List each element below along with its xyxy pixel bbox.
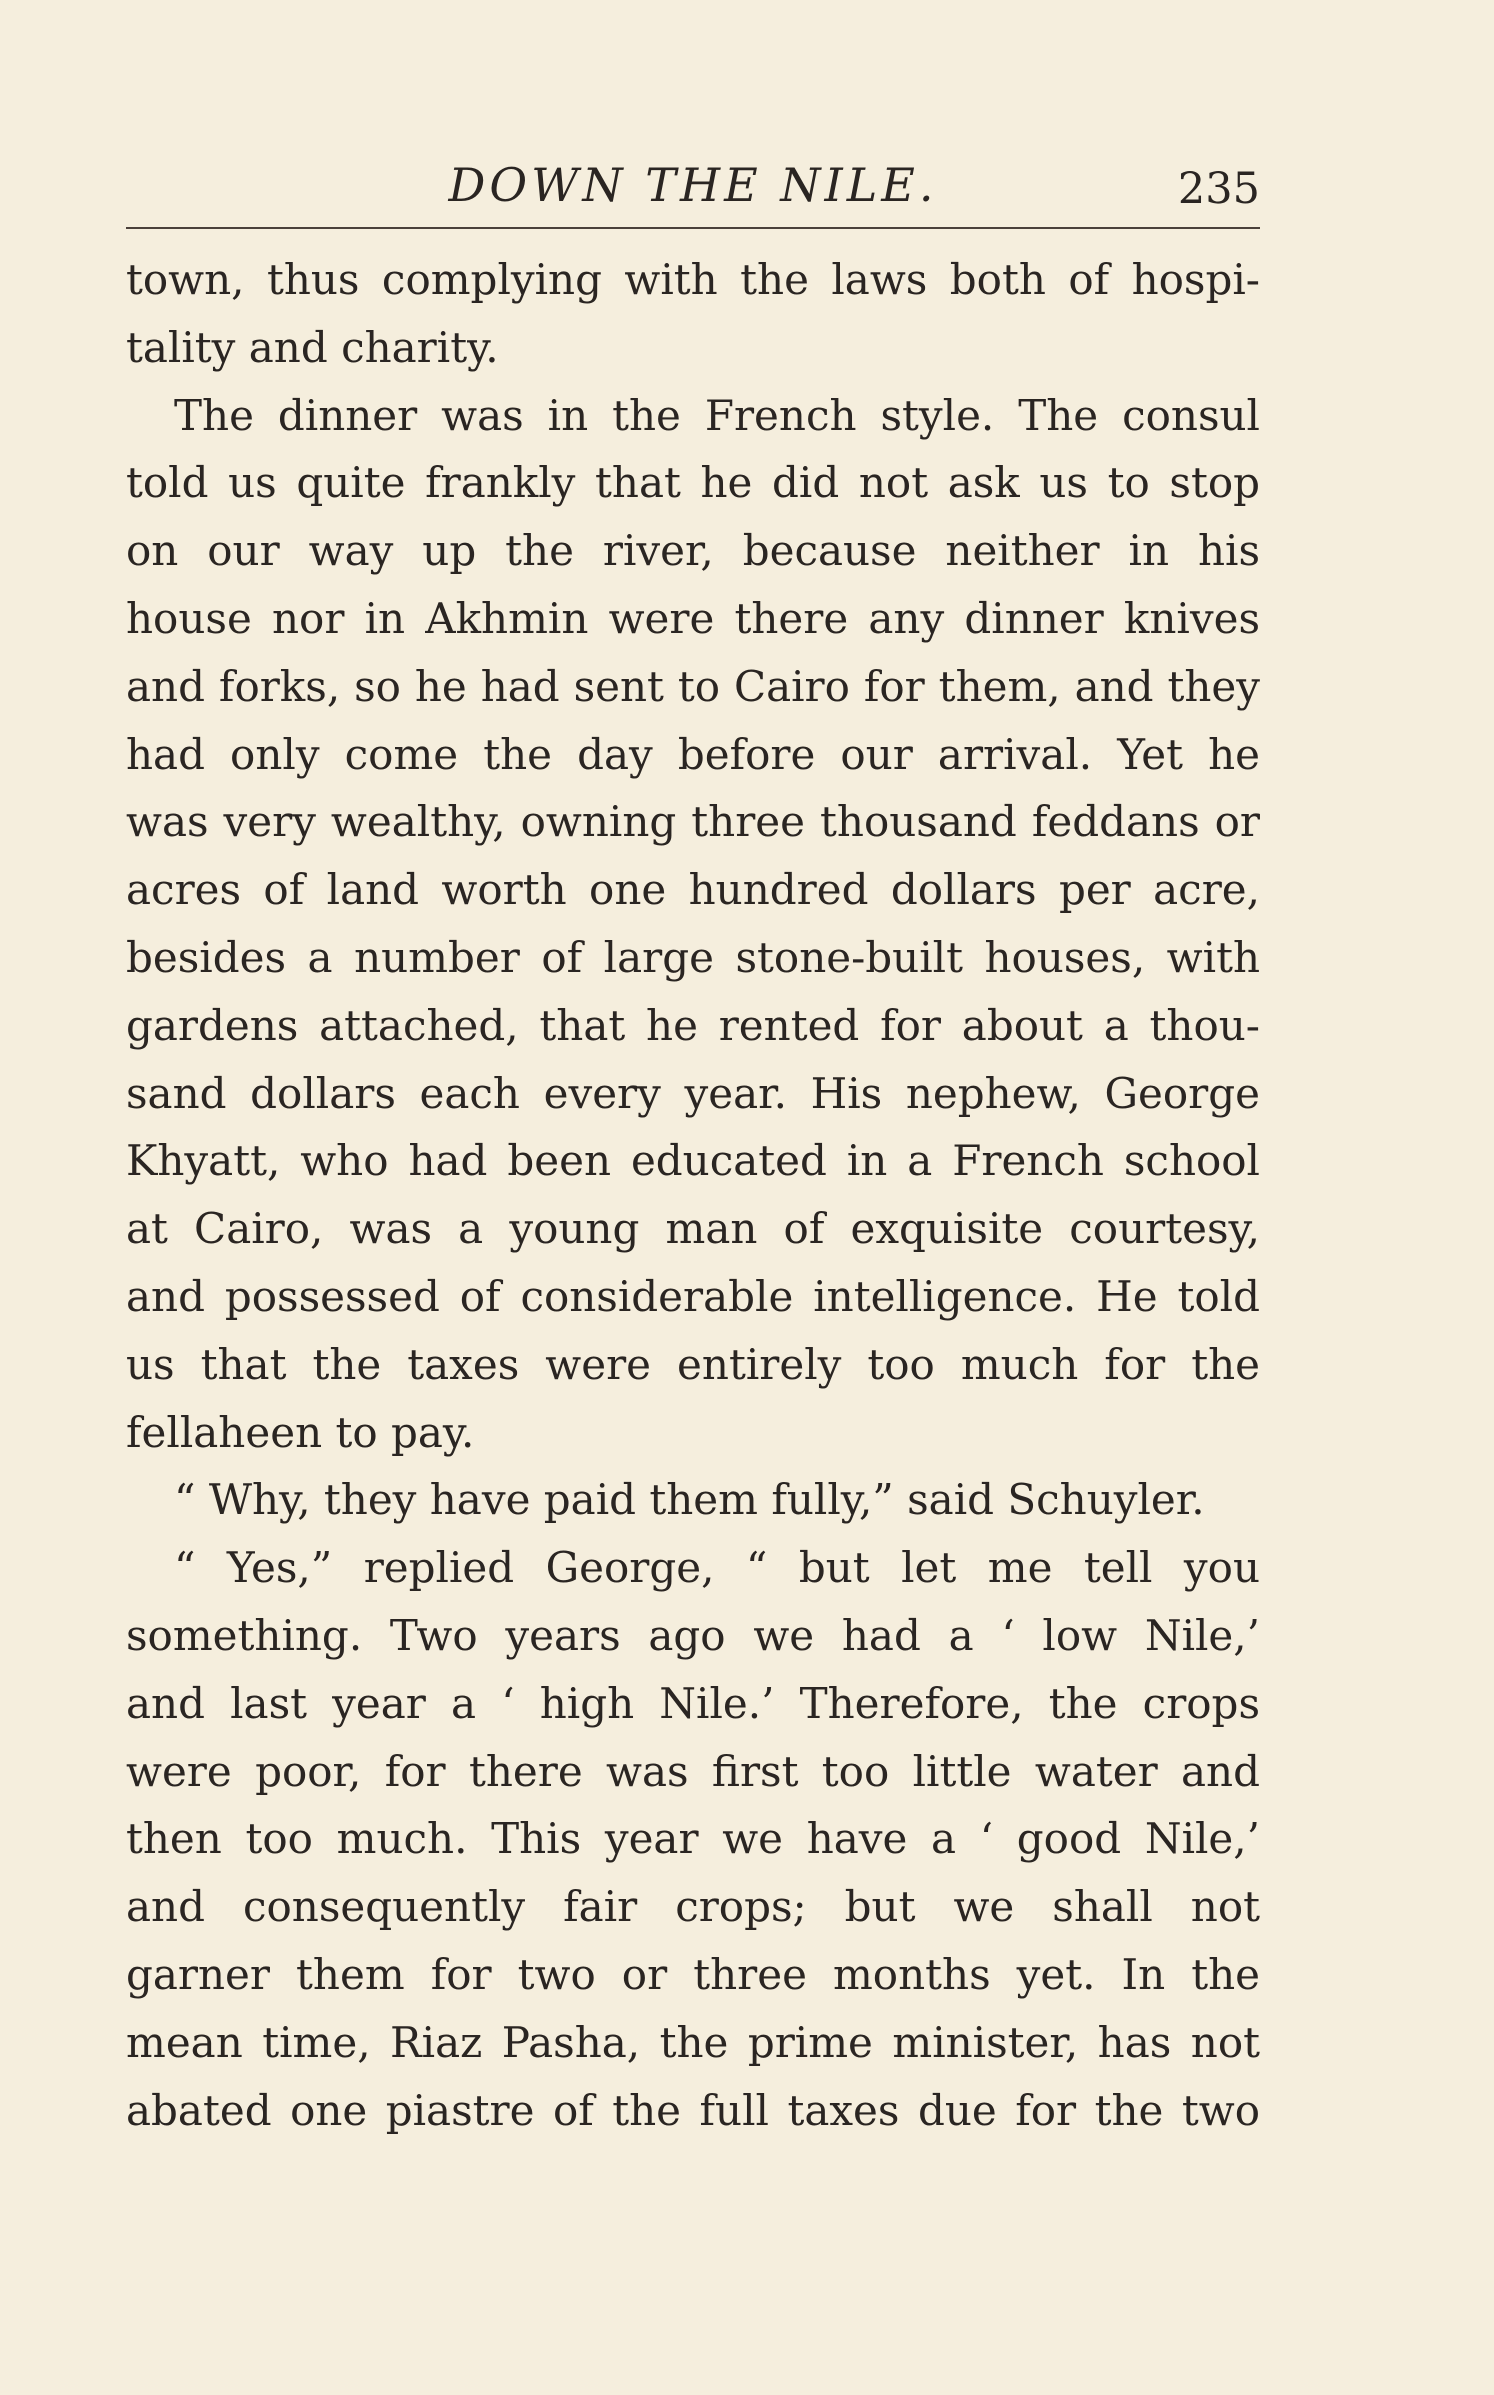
text-line: gardens attached, that he rented for about a thou- <box>126 1000 1260 1050</box>
text-line: on our way up the river, because neither in his <box>126 526 1260 576</box>
header-rule <box>126 227 1260 229</box>
text-line: town, thus complying with the laws both of hospi- <box>126 255 1260 304</box>
text-line: fellaheen to pay. <box>126 1407 475 1457</box>
text-line: and possessed of considerable intelligence. He told <box>126 1271 1260 1321</box>
text-line: and last year a ‘ high Nile.’ Therefore, the crops <box>126 1678 1260 1728</box>
text-line: at Cairo, was a young man of exquisite courtesy, <box>126 1204 1260 1254</box>
text-line: mean time, Riaz Pasha, the prime minister, has not <box>126 2017 1260 2067</box>
text-line: garner them for two or three months yet. In the <box>126 1949 1260 1999</box>
text-line: and consequently fair crops; but we shall not <box>126 1882 1260 1932</box>
running-head <box>126 150 1260 220</box>
text-line: The dinner was in the French style. The consul <box>174 390 1260 440</box>
page-number: 235 <box>1177 164 1260 214</box>
text-line: Khyatt, who had been educated in a French school <box>126 1136 1260 1186</box>
text-line: were poor, for there was first too little water and <box>126 1746 1260 1796</box>
text-line: acres of land worth one hundred dollars per acre, <box>126 865 1260 915</box>
text-line: sand dollars each every year. His nephew, George <box>126 1068 1260 1118</box>
text-line: told us quite frankly that he did not ask us to stop <box>126 458 1260 508</box>
text-line: house nor in Akhmin were there any dinner knives <box>126 593 1260 643</box>
text-line: “ Why, they have paid them fully,” said Schuyler. <box>174 1475 1205 1525</box>
text-line: had only come the day before our arrival. Yet he <box>126 729 1260 779</box>
running-title: DOWN THE NILE. <box>448 158 938 212</box>
text-line: was very wealthy, owning three thousand feddans or <box>126 797 1260 847</box>
body-text <box>126 246 1260 2144</box>
text-line: and forks, so he had sent to Cairo for them, and they <box>126 661 1260 711</box>
text-line: besides a number of large stone-built houses, with <box>126 932 1260 982</box>
text-line: then too much. This year we have a ‘ good Nile,’ <box>126 1814 1260 1864</box>
text-line: something. Two years ago we had a ‘ low Nile,’ <box>126 1610 1260 1660</box>
text-line: us that the taxes were entirely too much for the <box>126 1339 1260 1389</box>
text-line: “ Yes,” replied George, “ but let me tell you <box>174 1543 1260 1593</box>
text-line: tality and charity. <box>126 322 499 372</box>
text-line: abated one piastre of the full taxes due for the two <box>126 2085 1260 2135</box>
